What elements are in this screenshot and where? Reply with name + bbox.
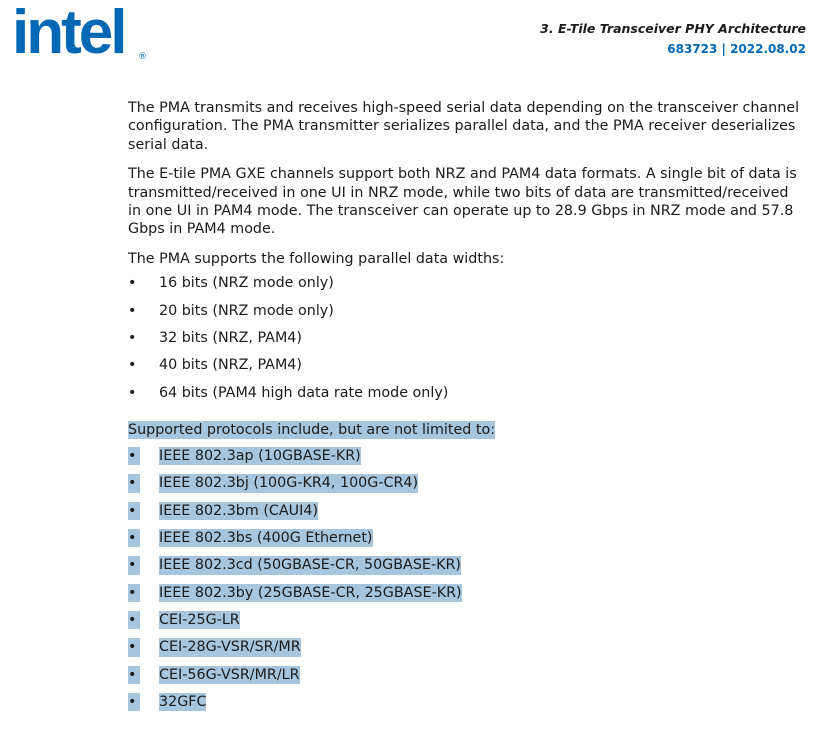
bullet-icon: • — [128, 275, 137, 292]
list-item[interactable]: • CEI-28G-VSR/SR/MR — [128, 639, 301, 656]
bullet-icon: • — [128, 357, 137, 374]
list-item[interactable]: • CEI-25G-LR — [128, 611, 240, 628]
bullet-icon: • — [128, 529, 140, 547]
bullet-icon: • — [128, 666, 140, 684]
bullet-icon: • — [128, 384, 137, 401]
document-body — [128, 99, 804, 730]
protocols-intro-selected[interactable]: Supported protocols include, but are not limited to: — [128, 421, 496, 438]
bullet-icon: • — [128, 556, 140, 574]
paragraph-pma-overview: The PMA transmits and receives high-speed serial data depending on the transceiver channel configuration. The PMA transmitter serializes parallel data, and the PMA receiver deserializes serial data. — [128, 100, 800, 153]
bullet-icon: • — [128, 302, 137, 319]
list-item[interactable]: • IEEE 802.3by (25GBASE-CR, 25GBASE-KR) — [128, 584, 462, 601]
bullet-icon: • — [128, 447, 140, 465]
list-item[interactable]: • IEEE 802.3bj (100G-KR4, 100G-CR4) — [128, 475, 419, 492]
widths-list — [128, 274, 804, 410]
list-item[interactable]: • IEEE 802.3bm (CAUI4) — [128, 502, 319, 519]
bullet-icon: • — [128, 638, 140, 656]
list-item: • 32 bits (NRZ, PAM4) — [128, 329, 302, 346]
list-item: • 20 bits (NRZ mode only) — [128, 302, 334, 319]
intel-logo: intel — [12, 0, 125, 67]
bullet-icon: • — [128, 474, 140, 492]
list-item[interactable]: • CEI-56G-VSR/MR/LR — [128, 666, 300, 683]
document-meta: 683723 | 2022.08.02 — [667, 42, 806, 56]
list-item: • 40 bits (NRZ, PAM4) — [128, 357, 302, 374]
list-item[interactable]: • IEEE 802.3cd (50GBASE-CR, 50GBASE-KR) — [128, 557, 461, 574]
bullet-icon: • — [128, 329, 137, 346]
bullet-icon: • — [128, 502, 140, 520]
paragraph-gxe-formats: The E-tile PMA GXE channels support both NRZ and PAM4 data formats. A single bit of data is transmitted/received in one UI in NRZ mode, while two bits of data are transmitted/received in one UI in PAM4 mode. The transceiver can operate up to 28.9 Gbps in NRZ mode and 57.8 Gbps in PAM4 mode. — [128, 166, 797, 238]
section-title: 3. E-Tile Transceiver PHY Architecture — [540, 21, 806, 36]
bullet-icon: • — [128, 693, 140, 711]
widths-intro: The PMA supports the following parallel data widths: — [128, 251, 505, 268]
list-item[interactable]: • IEEE 802.3ap (10GBASE-KR) — [128, 448, 361, 465]
protocols-list-selected[interactable] — [128, 447, 804, 720]
list-item[interactable]: • IEEE 802.3bs (400G Ethernet) — [128, 530, 373, 547]
list-item: • 16 bits (NRZ mode only) — [128, 275, 334, 292]
bullet-icon: • — [128, 611, 140, 629]
bullet-icon: • — [128, 584, 140, 602]
registered-mark: ® — [138, 52, 147, 62]
list-item[interactable]: • 32GFC — [128, 693, 207, 710]
list-item: • 64 bits (PAM4 high data rate mode only) — [128, 384, 449, 401]
